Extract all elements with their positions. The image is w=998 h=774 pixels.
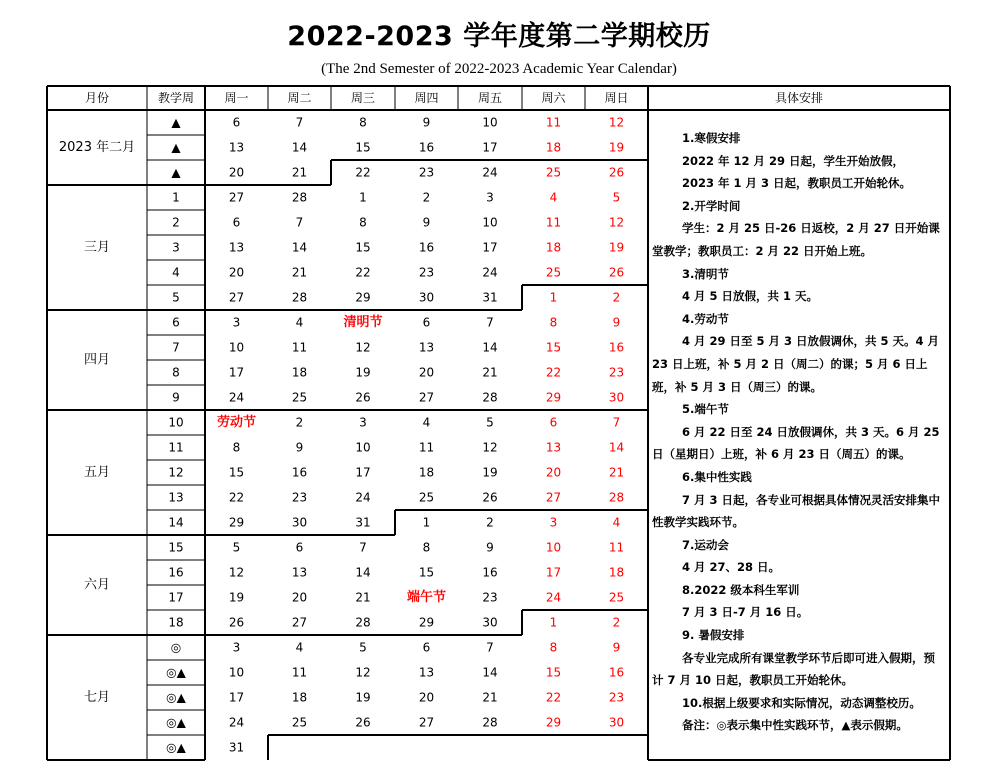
day-number: 6	[232, 215, 241, 230]
day-number: 8	[232, 440, 241, 455]
week-number: ◎▲	[166, 715, 186, 730]
day-number: 18	[291, 690, 308, 705]
week-number: ▲	[171, 165, 181, 180]
day-number: 19	[355, 690, 371, 705]
day-number: 3	[486, 190, 494, 205]
day-number: 15	[355, 140, 371, 155]
day-number: 8	[359, 215, 367, 230]
day-number: 31	[228, 740, 245, 755]
day-number: 15	[228, 465, 245, 480]
week-number: ▲	[171, 115, 181, 130]
day-number: 29	[545, 390, 562, 405]
day-number: 6	[422, 315, 431, 330]
day-number: 16	[608, 340, 625, 355]
day-number: 7	[359, 540, 367, 555]
day-number: 3	[232, 640, 241, 655]
month-label: 七月	[83, 690, 111, 705]
week-number: 6	[172, 315, 180, 330]
day-number: 17	[482, 240, 498, 255]
day-number: 23	[291, 490, 308, 505]
day-number: 20	[228, 165, 245, 180]
day-number: 10	[355, 440, 371, 455]
day-number: 21	[291, 265, 308, 280]
note-heading: 9. 暑假安排	[682, 628, 745, 643]
note-text: 6 月 22 日至 24 日放假调休，共 3 天。6 月 25 日（星期日）上班，补 6 月 23 日（周五）的课。	[652, 424, 940, 462]
day-number: 2	[612, 290, 621, 305]
day-number: 26	[228, 615, 245, 630]
week-number: 9	[172, 390, 180, 405]
day-number: 29	[228, 515, 245, 530]
day-number: 18	[291, 365, 308, 380]
day-number: 5	[486, 415, 494, 430]
day-number: 10	[228, 665, 245, 680]
day-number: 14	[355, 565, 371, 580]
day-number: 25	[291, 390, 308, 405]
day-number: 21	[482, 365, 498, 380]
holiday-label: 端午节	[406, 590, 447, 605]
day-number: 27	[228, 190, 245, 205]
day-number: 27	[545, 490, 562, 505]
day-number: 10	[228, 340, 245, 355]
holiday-label: 劳动节	[216, 415, 257, 430]
day-number: 20	[418, 365, 435, 380]
note-text: 备注：◎表示集中性实践环节，▲表示假期。	[682, 718, 908, 733]
note-heading: 6.集中性实践	[682, 469, 752, 484]
day-number: 29	[545, 715, 562, 730]
day-number: 4	[422, 415, 431, 430]
day-number: 15	[355, 240, 371, 255]
day-number: 9	[486, 540, 494, 555]
day-number: 12	[355, 665, 371, 680]
day-number: 24	[228, 390, 245, 405]
day-number: 26	[355, 715, 371, 730]
week-number: 17	[168, 590, 184, 605]
day-number: 30	[482, 615, 498, 630]
week-number: 5	[172, 290, 180, 305]
column-header: 周三	[350, 91, 376, 105]
day-number: 22	[355, 265, 371, 280]
holiday-label: 清明节	[343, 315, 383, 330]
day-number: 7	[612, 415, 621, 430]
day-number: 13	[291, 565, 308, 580]
day-number: 15	[545, 340, 562, 355]
arrangement-notes	[652, 127, 945, 737]
day-number: 20	[228, 265, 245, 280]
day-number: 28	[608, 490, 625, 505]
day-number: 1	[359, 190, 367, 205]
day-number: 4	[295, 315, 304, 330]
day-number: 21	[355, 590, 371, 605]
column-header: 周二	[287, 91, 312, 105]
day-number: 25	[545, 165, 562, 180]
week-number: ◎▲	[166, 690, 186, 705]
note-heading: 2.开学时间	[682, 198, 741, 213]
day-number: 12	[228, 565, 245, 580]
day-number: 13	[228, 140, 245, 155]
day-number: 21	[608, 465, 625, 480]
day-number: 29	[355, 290, 371, 305]
day-number: 7	[486, 640, 494, 655]
day-number: 16	[291, 465, 308, 480]
day-number: 23	[482, 590, 498, 605]
day-number: 12	[482, 440, 498, 455]
day-number: 21	[291, 165, 308, 180]
note-heading: 7.运动会	[682, 537, 729, 552]
day-number: 16	[608, 665, 625, 680]
day-number: 16	[482, 565, 498, 580]
column-header: 周五	[477, 91, 503, 105]
day-number: 8	[549, 315, 558, 330]
day-number: 17	[355, 465, 371, 480]
note-heading: 8.2022 级本科生军训	[682, 582, 800, 597]
week-number: 8	[172, 365, 180, 380]
day-number: 14	[608, 440, 625, 455]
note-text: 2022 年 12 月 29 日起，学生开始放假，	[682, 153, 905, 168]
day-number: 26	[608, 165, 625, 180]
note-text: 10.根据上级要求和实际情况，动态调整校历。	[682, 695, 921, 710]
week-number: 16	[168, 565, 184, 580]
day-number: 11	[545, 115, 562, 130]
week-number: 15	[168, 540, 184, 555]
day-number: 9	[612, 315, 621, 330]
day-number: 19	[608, 240, 625, 255]
day-number: 28	[291, 290, 308, 305]
day-number: 2	[295, 415, 304, 430]
note-heading: 5.端午节	[682, 402, 729, 417]
column-header: 周四	[414, 91, 439, 105]
day-number: 30	[608, 390, 625, 405]
note-heading: 3.清明节	[682, 266, 729, 281]
day-number: 5	[232, 540, 241, 555]
day-number: 26	[482, 490, 498, 505]
day-number: 5	[359, 640, 367, 655]
column-header: 周六	[541, 91, 566, 105]
day-number: 2	[486, 515, 494, 530]
day-number: 9	[422, 115, 431, 130]
day-number: 30	[608, 715, 625, 730]
day-number: 20	[418, 690, 435, 705]
week-number: ◎▲	[166, 665, 186, 680]
day-number: 17	[228, 690, 245, 705]
day-number: 27	[228, 290, 245, 305]
column-header: 月份	[84, 91, 110, 105]
day-number: 3	[359, 415, 367, 430]
day-number: 16	[418, 140, 435, 155]
day-number: 17	[482, 140, 498, 155]
column-header: 具体安排	[774, 91, 824, 105]
day-number: 15	[545, 665, 562, 680]
page-subtitle: (The 2nd Semester of 2022-2023 Academic Year Calendar)	[321, 61, 677, 77]
day-number: 25	[608, 590, 625, 605]
week-number: 3	[172, 240, 180, 255]
day-number: 31	[482, 290, 498, 305]
month-label: 五月	[83, 465, 111, 480]
day-number: 22	[355, 165, 371, 180]
day-number: 8	[549, 640, 558, 655]
day-number: 23	[608, 690, 625, 705]
note-heading: 1.寒假安排	[682, 131, 741, 145]
day-number: 19	[355, 365, 371, 380]
day-number: 24	[482, 165, 498, 180]
column-header: 周日	[604, 91, 629, 105]
note-heading: 4.劳动节	[682, 311, 729, 326]
day-number: 12	[355, 340, 371, 355]
day-number: 4	[612, 515, 621, 530]
day-number: 1	[549, 615, 558, 630]
note-text: 7 月 3 日-7 月 16 日。	[682, 605, 809, 620]
day-number: 23	[418, 165, 435, 180]
note-text: 4 月 27、28 日。	[682, 560, 781, 575]
week-number: 12	[168, 465, 184, 480]
week-number: 13	[168, 490, 184, 505]
week-number: 14	[168, 515, 184, 530]
day-number: 26	[355, 390, 371, 405]
page-title: 2022-2023 学年度第二学期校历	[287, 21, 711, 52]
day-number: 1	[422, 515, 431, 530]
day-number: 14	[482, 340, 498, 355]
day-number: 7	[295, 215, 304, 230]
day-number: 31	[355, 515, 371, 530]
day-number: 6	[232, 115, 241, 130]
day-number: 6	[422, 640, 431, 655]
note-text: 4 月 29 日至 5 月 3 日放假调休，共 5 天。4 月 23 日上班，补 5 月 2 日（周二）的课；5 月 6 日上班，补 5 月 3 日（周三）的课。	[652, 334, 940, 394]
day-number: 14	[291, 140, 308, 155]
day-number: 22	[228, 490, 245, 505]
day-number: 28	[291, 190, 308, 205]
day-number: 13	[418, 665, 435, 680]
day-number: 16	[418, 240, 435, 255]
week-number: 2	[172, 215, 180, 230]
day-number: 20	[291, 590, 308, 605]
day-number: 30	[418, 290, 435, 305]
day-number: 29	[418, 615, 435, 630]
month-label: 四月	[83, 352, 111, 368]
day-number: 6	[295, 540, 304, 555]
day-number: 10	[482, 115, 498, 130]
note-text: 7 月 3 日起，各专业可根据具体情况灵活安排集中性教学实践环节。	[652, 492, 941, 530]
day-number: 4	[295, 640, 304, 655]
day-number: 13	[228, 240, 245, 255]
day-number: 9	[295, 440, 304, 455]
day-number: 12	[608, 215, 625, 230]
week-number: 11	[168, 440, 184, 455]
day-number: 15	[418, 565, 435, 580]
week-number: ▲	[171, 140, 181, 155]
column-header: 周一	[224, 91, 249, 105]
day-number: 11	[608, 540, 625, 555]
day-number: 25	[545, 265, 562, 280]
day-number: 10	[545, 540, 562, 555]
day-number: 24	[545, 590, 562, 605]
week-number: 1	[172, 190, 180, 205]
day-number: 18	[545, 240, 562, 255]
day-number: 23	[418, 265, 435, 280]
day-number: 14	[291, 240, 308, 255]
day-number: 13	[545, 440, 562, 455]
day-number: 3	[549, 515, 558, 530]
day-number: 18	[545, 140, 562, 155]
month-label: 六月	[83, 577, 111, 593]
day-number: 8	[359, 115, 367, 130]
week-number: 4	[172, 265, 180, 280]
day-number: 23	[608, 365, 625, 380]
day-number: 27	[418, 390, 435, 405]
day-number: 5	[612, 190, 621, 205]
day-number: 17	[228, 365, 245, 380]
day-number: 2	[612, 615, 621, 630]
day-number: 3	[232, 315, 241, 330]
day-number: 22	[545, 365, 562, 380]
week-number: 7	[172, 340, 180, 355]
day-number: 7	[486, 315, 494, 330]
day-number: 18	[418, 465, 435, 480]
day-number: 28	[482, 715, 498, 730]
month-label: 2023 年二月	[58, 140, 136, 155]
day-number: 19	[608, 140, 625, 155]
day-number: 24	[482, 265, 498, 280]
day-number: 28	[355, 615, 371, 630]
day-number: 11	[291, 665, 308, 680]
day-number: 30	[291, 515, 308, 530]
day-number: 9	[422, 215, 431, 230]
week-number: 10	[168, 415, 184, 430]
day-number: 20	[545, 465, 562, 480]
day-number: 7	[295, 115, 304, 130]
day-number: 21	[482, 690, 498, 705]
note-text: 各专业完成所有课堂教学环节后即可进入假期，预计 7 月 10 日起，教职员工开始轮休。	[652, 650, 935, 688]
day-number: 24	[228, 715, 245, 730]
day-number: 12	[608, 115, 625, 130]
day-number: 25	[291, 715, 308, 730]
day-number: 19	[482, 465, 498, 480]
day-number: 14	[482, 665, 498, 680]
day-number: 19	[228, 590, 245, 605]
day-number: 1	[549, 290, 558, 305]
day-number: 2	[422, 190, 431, 205]
week-number: 18	[168, 615, 184, 630]
day-number: 9	[612, 640, 621, 655]
day-number: 8	[422, 540, 431, 555]
day-number: 4	[549, 190, 558, 205]
day-number: 28	[482, 390, 498, 405]
day-number: 18	[608, 565, 625, 580]
day-number: 17	[545, 565, 562, 580]
day-number: 11	[291, 340, 308, 355]
day-number: 27	[291, 615, 308, 630]
day-number: 11	[418, 440, 435, 455]
day-number: 27	[418, 715, 435, 730]
day-number: 6	[549, 415, 558, 430]
day-number: 25	[418, 490, 435, 505]
day-number: 24	[355, 490, 371, 505]
month-label: 三月	[83, 240, 111, 255]
day-number: 11	[545, 215, 562, 230]
day-number: 26	[608, 265, 625, 280]
week-number: ◎	[170, 640, 182, 655]
note-text: 2023 年 1 月 3 日起，教职员工开始轮休。	[682, 176, 912, 191]
column-header: 教学周	[157, 91, 195, 105]
note-text: 4 月 5 日放假，共 1 天。	[682, 289, 819, 304]
week-number: ◎▲	[166, 740, 186, 755]
day-number: 13	[418, 340, 435, 355]
note-text: 学生：2 月 25 日-26 日返校，2 月 27 日开始课堂教学；教职员工：2 月 22 日开始上班。	[652, 221, 940, 258]
day-number: 10	[482, 215, 498, 230]
day-number: 22	[545, 690, 562, 705]
